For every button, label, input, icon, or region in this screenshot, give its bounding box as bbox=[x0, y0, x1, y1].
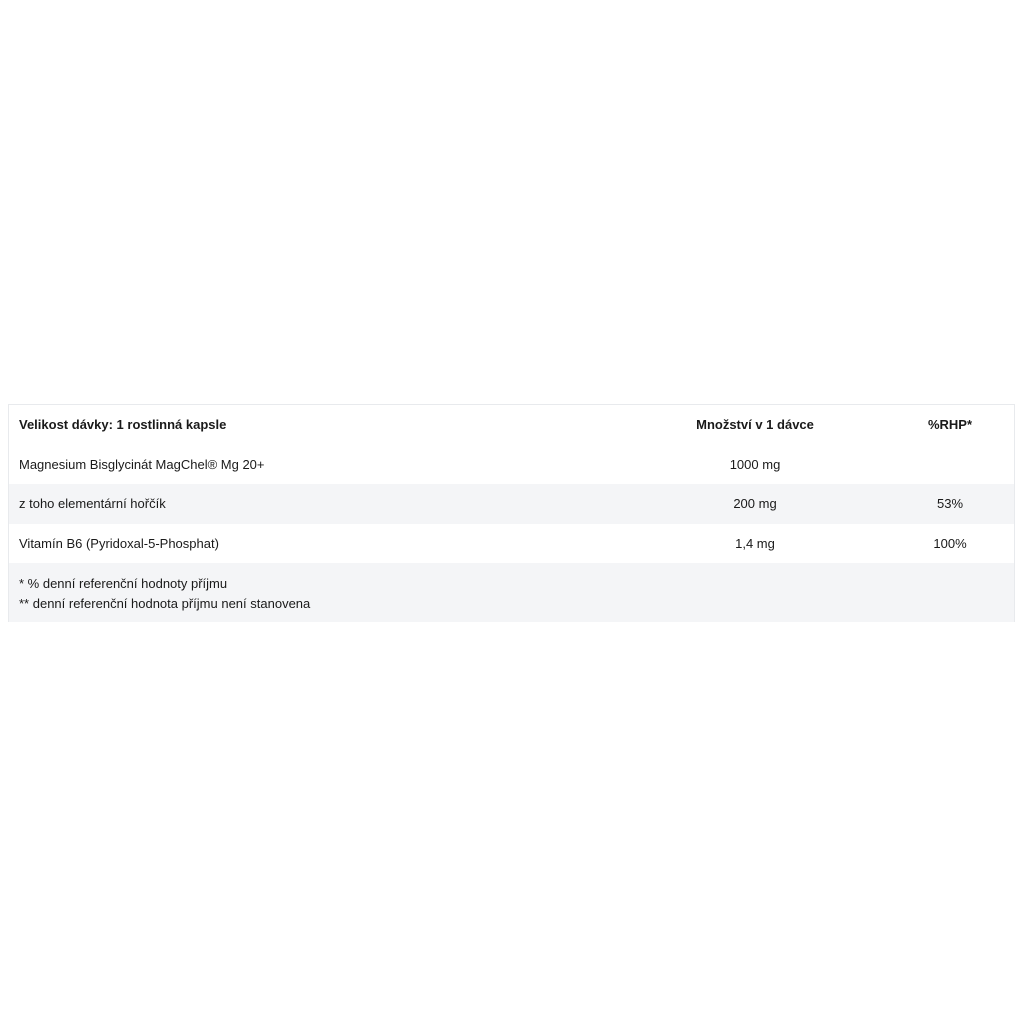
ingredient-amount: 200 mg bbox=[733, 496, 777, 511]
table-row bbox=[9, 524, 1014, 563]
footnote-rhp-not-established: ** denní referenční hodnota příjmu není stanovena bbox=[19, 596, 311, 611]
ingredient-rhp: 100% bbox=[933, 535, 967, 551]
header-rhp: %RHP* bbox=[927, 417, 973, 432]
ingredient-name: Vitamín B6 (Pyridoxal-5-Phosphat) bbox=[19, 535, 219, 551]
footnote-rhp: * % denní referenční hodnoty příjmu bbox=[19, 576, 228, 591]
table-row bbox=[9, 484, 1014, 524]
table-header-row bbox=[9, 405, 1014, 445]
ingredient-rhp: 53% bbox=[936, 496, 964, 511]
ingredient-amount: 1000 mg bbox=[729, 456, 781, 472]
ingredient-name: Magnesium Bisglycinát MagChel® Mg 20+ bbox=[19, 456, 265, 472]
ingredient-amount: 1,4 mg bbox=[735, 535, 775, 551]
table-footnotes bbox=[9, 563, 1014, 622]
table-row bbox=[9, 445, 1014, 484]
ingredient-name: z toho elementární hořčík bbox=[19, 496, 166, 511]
nutrition-table bbox=[8, 404, 1015, 622]
header-serving-size: Velikost dávky: 1 rostlinná kapsle bbox=[19, 417, 227, 432]
header-amount-per-serving: Množství v 1 dávce bbox=[696, 417, 814, 432]
